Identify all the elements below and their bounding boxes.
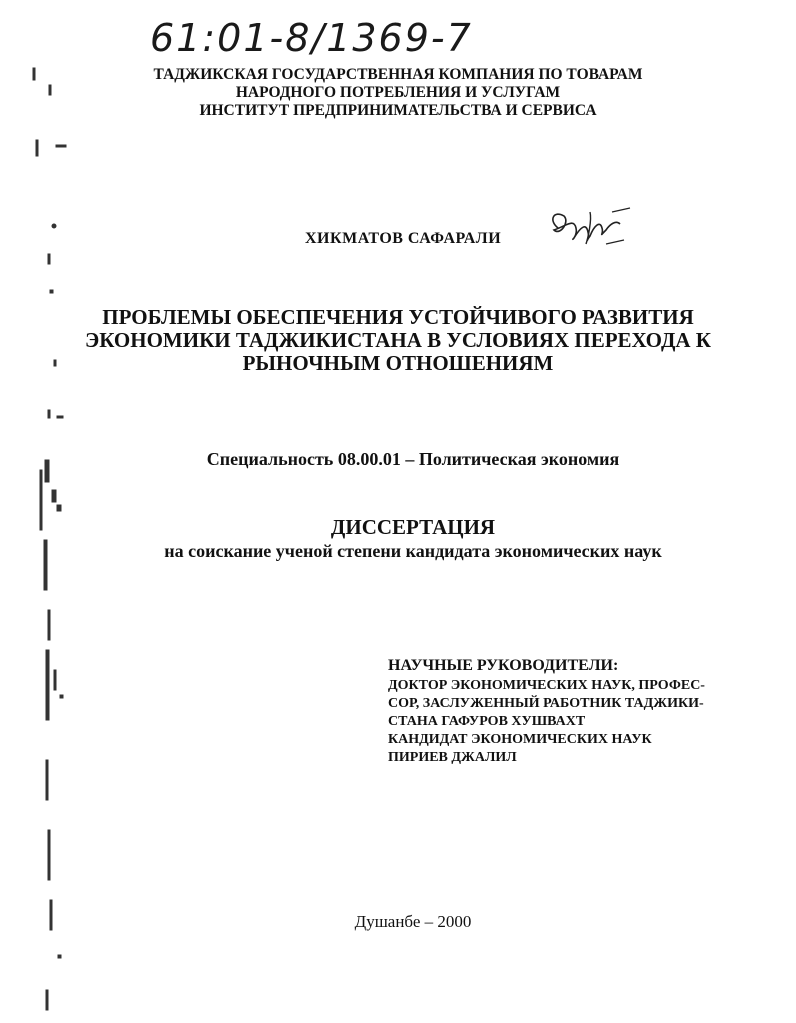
title-line: ПРОБЛЕМЫ ОБЕСПЕЧЕНИЯ УСТОЙЧИВОГО РАЗВИТИЯ: [102, 305, 694, 329]
advisors-block: [388, 657, 728, 767]
organization-line: ИНСТИТУТ ПРЕДПРИНИМАТЕЛЬСТВА И СЕРВИСА: [199, 102, 597, 119]
handwritten-archive-code: 61:01-8/1369-7: [150, 16, 473, 60]
organization-line: ТАДЖИКСКАЯ ГОСУДАРСТВЕННАЯ КОМПАНИЯ ПО ТОВАРАМ: [153, 66, 643, 83]
organization-header: [0, 66, 796, 120]
title-line: ЭКОНОМИКИ ТАДЖИКИСТАНА В УСЛОВИЯХ ПЕРЕХОДА К: [84, 328, 712, 352]
advisor-line: ПИРИЕВ ДЖАЛИЛ: [388, 750, 517, 765]
advisor-line: КАНДИДАТ ЭКОНОМИЧЕСКИХ НАУК: [388, 732, 652, 747]
author-signature: [540, 198, 640, 258]
advisor-line: ДОКТОР ЭКОНОМИЧЕСКИХ НАУК, ПРОФЕС-: [388, 678, 705, 693]
document-type: ДИССЕРТАЦИЯ: [330, 515, 496, 539]
advisor-line: СОР, ЗАСЛУЖЕННЫЙ РАБОТНИК ТАДЖИКИ-: [388, 696, 704, 711]
title-line: РЫНОЧНЫМ ОТНОШЕНИЯМ: [242, 351, 554, 375]
advisors-heading: НАУЧНЫЕ РУКОВОДИТЕЛИ:: [388, 657, 619, 674]
advisor-line: СТАНА ГАФУРОВ ХУШВАХТ: [388, 714, 586, 729]
author-name: ХИКМАТОВ САФАРАЛИ: [305, 230, 502, 247]
city-year: Душанбе – 2000: [354, 912, 472, 931]
organization-line: НАРОДНОГО ПОТРЕБЛЕНИЯ И УСЛУГАМ: [235, 84, 561, 101]
scan-margin-marks: [0, 0, 80, 1023]
degree-line: на соискание ученой степени кандидата экономических наук: [164, 541, 662, 561]
dissertation-title: [0, 306, 796, 375]
specialty-line: Специальность 08.00.01 – Политическая экономия: [206, 449, 620, 469]
